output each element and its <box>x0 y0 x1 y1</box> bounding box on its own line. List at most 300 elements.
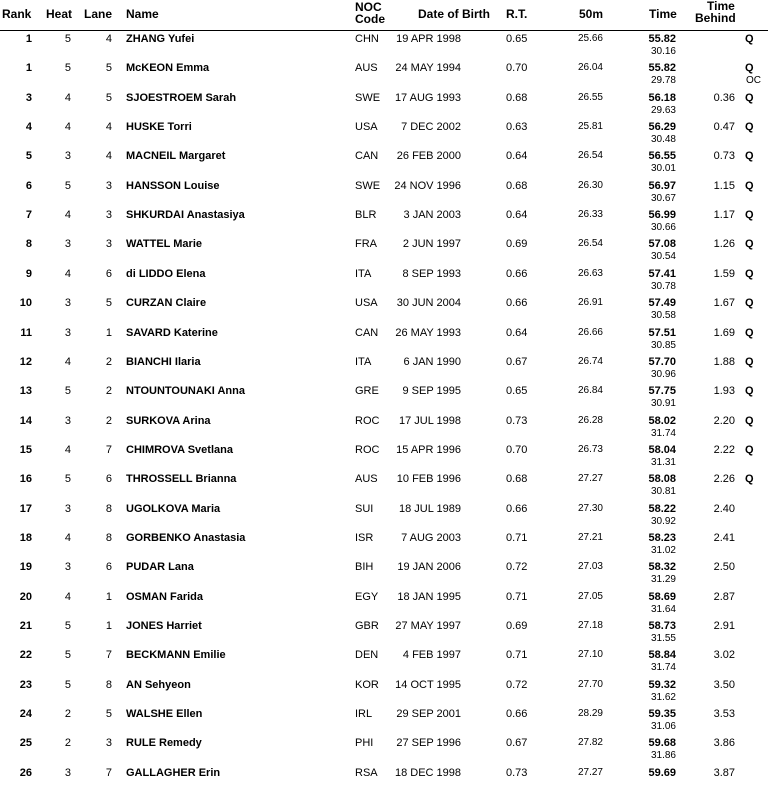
time-behind: 2.40 <box>713 502 735 515</box>
split-50m: 26.54 <box>577 238 603 250</box>
reaction-time: 0.65 <box>506 33 528 45</box>
split-50m: 27.82 <box>577 737 603 749</box>
split-50m: 27.27 <box>577 766 603 778</box>
qualified-mark: Q <box>745 238 754 251</box>
rank-cell: 8 <box>25 238 32 251</box>
reaction-time: 0.64 <box>506 326 528 339</box>
noc-code: ISR <box>355 531 374 544</box>
reaction-time: 0.72 <box>506 561 528 574</box>
reaction-time: 0.66 <box>506 502 528 515</box>
header-name: Name <box>126 7 159 21</box>
noc-code: FRA <box>355 238 377 251</box>
date-of-birth: 3 JAN 2003 <box>403 209 461 222</box>
header-time-behind-line1: Time <box>707 0 735 13</box>
swimmer-name: BIANCHI Ilaria <box>126 355 201 368</box>
lane-cell: 7 <box>105 766 112 779</box>
noc-code: CAN <box>355 150 379 163</box>
table-row <box>0 268 768 297</box>
rank-cell: 14 <box>19 414 32 427</box>
swimmer-name: GORBENKO Anastasia <box>126 531 246 544</box>
swimmer-name: BECKMANN Emilie <box>126 649 226 662</box>
noc-code: IRL <box>355 708 373 721</box>
time-behind: 2.22 <box>713 443 735 456</box>
final-time: 56.55 <box>648 150 676 163</box>
rank-cell: 22 <box>19 649 32 662</box>
qualified-mark: Q <box>745 33 754 45</box>
table-row <box>0 532 768 561</box>
time-behind: 2.26 <box>713 473 735 486</box>
split-second-50m: 31.74 <box>650 662 676 674</box>
split-50m: 27.70 <box>577 678 603 690</box>
date-of-birth: 15 APR 1996 <box>396 443 461 456</box>
swimmer-name: NTOUNTOUNAKI Anna <box>126 385 245 398</box>
final-time: 55.82 <box>648 62 676 75</box>
time-behind: 2.50 <box>713 561 735 574</box>
lane-cell: 1 <box>105 590 112 603</box>
time-behind: 3.02 <box>713 649 735 662</box>
heat-cell: 3 <box>64 326 71 339</box>
split-50m: 26.84 <box>577 385 603 397</box>
qualified-mark: Q <box>745 267 754 280</box>
swimmer-name: HANSSON Louise <box>126 179 220 192</box>
date-of-birth: 6 JAN 1990 <box>403 355 461 368</box>
noc-code: SWE <box>355 91 381 104</box>
swimmer-name: AN Sehyeon <box>126 678 191 691</box>
split-second-50m: 31.55 <box>650 633 676 644</box>
date-of-birth: 9 SEP 1995 <box>402 385 461 398</box>
noc-code: ROC <box>355 443 380 456</box>
table-row <box>0 444 768 473</box>
heat-cell: 3 <box>64 238 71 251</box>
split-50m: 26.28 <box>577 414 603 426</box>
table-row <box>0 737 768 766</box>
reaction-time: 0.68 <box>506 179 528 192</box>
time-behind: 3.53 <box>713 708 735 721</box>
split-50m: 26.63 <box>577 267 603 279</box>
lane-cell: 5 <box>105 708 112 721</box>
final-time: 57.70 <box>648 355 676 368</box>
date-of-birth: 27 SEP 1996 <box>396 737 461 750</box>
header-divider <box>0 30 768 31</box>
date-of-birth: 17 JUL 1998 <box>399 414 461 427</box>
final-time: 58.23 <box>648 531 676 544</box>
table-row <box>0 297 768 326</box>
swimmer-name: WATTEL Marie <box>126 238 202 251</box>
lane-cell: 4 <box>105 33 112 45</box>
split-second-50m: 29.78 <box>650 75 676 87</box>
split-50m: 26.55 <box>577 91 603 103</box>
split-50m: 26.54 <box>577 150 603 162</box>
swimmer-name: CURZAN Claire <box>126 297 207 310</box>
heat-cell: 4 <box>64 531 71 544</box>
rank-cell: 12 <box>19 355 32 368</box>
final-time: 57.49 <box>648 297 676 310</box>
split-50m: 26.73 <box>577 443 603 455</box>
table-row <box>0 180 768 209</box>
date-of-birth: 24 MAY 1994 <box>395 62 461 75</box>
table-row <box>0 620 768 649</box>
final-time: 58.02 <box>648 414 676 427</box>
rank-cell: 20 <box>19 590 32 603</box>
reaction-time: 0.70 <box>506 443 528 456</box>
table-row <box>0 92 768 121</box>
qualified-mark: Q <box>745 62 754 75</box>
split-second-50m: 31.06 <box>650 721 676 733</box>
split-second-50m: 29.63 <box>650 104 676 116</box>
split-50m: 26.74 <box>577 355 603 367</box>
noc-code: CHN <box>355 33 379 45</box>
final-time: 59.35 <box>648 708 676 721</box>
noc-code: EGY <box>355 590 379 603</box>
final-time: 56.29 <box>648 121 676 134</box>
qualified-mark: Q <box>745 326 754 339</box>
date-of-birth: 26 FEB 2000 <box>396 150 461 163</box>
split-50m: 26.33 <box>577 209 603 221</box>
swimmer-name: PUDAR Lana <box>126 561 194 574</box>
reaction-time: 0.71 <box>506 590 528 603</box>
table-row <box>0 238 768 267</box>
rank-cell: 1 <box>25 33 32 45</box>
time-behind: 1.17 <box>713 209 735 222</box>
heat-cell: 4 <box>64 355 71 368</box>
rank-cell: 9 <box>25 267 32 280</box>
reaction-time: 0.71 <box>506 649 528 662</box>
heat-cell: 5 <box>64 33 71 45</box>
lane-cell: 2 <box>105 414 112 427</box>
qualified-mark: Q <box>745 473 754 486</box>
heat-cell: 4 <box>64 443 71 456</box>
header-time: Time <box>649 7 677 21</box>
lane-cell: 1 <box>105 620 112 632</box>
reaction-time: 0.70 <box>506 62 528 75</box>
swimmer-name: WALSHE Ellen <box>126 708 203 721</box>
reaction-time: 0.67 <box>506 737 528 750</box>
split-50m: 26.30 <box>577 179 603 191</box>
heat-cell: 2 <box>64 708 71 721</box>
swimmer-name: McKEON Emma <box>126 62 210 75</box>
reaction-time: 0.71 <box>506 531 528 544</box>
reaction-time: 0.69 <box>506 620 528 632</box>
lane-cell: 3 <box>105 179 112 192</box>
heat-cell: 3 <box>64 150 71 163</box>
date-of-birth: 14 OCT 1995 <box>395 678 461 691</box>
split-second-50m: 30.66 <box>650 222 676 234</box>
heat-cell: 4 <box>64 267 71 280</box>
time-behind: 3.87 <box>713 766 735 779</box>
split-second-50m: 31.02 <box>650 544 676 556</box>
qualified-mark: Q <box>745 443 754 456</box>
swimmer-name: OSMAN Farida <box>126 590 204 603</box>
table-row <box>0 708 768 737</box>
qualified-mark: Q <box>745 179 754 192</box>
noc-code: ITA <box>355 355 372 368</box>
split-50m: 27.21 <box>577 531 603 543</box>
time-behind: 1.26 <box>713 238 735 251</box>
date-of-birth: 19 JAN 2006 <box>397 561 461 574</box>
heat-cell: 5 <box>64 62 71 75</box>
final-time: 55.82 <box>648 33 676 45</box>
final-time: 58.04 <box>648 443 676 456</box>
swimmer-name: JONES Harriet <box>126 620 202 632</box>
rank-cell: 15 <box>19 443 32 456</box>
date-of-birth: 19 APR 1998 <box>396 33 461 45</box>
split-50m: 27.03 <box>577 561 603 573</box>
split-second-50m: 30.16 <box>650 46 676 57</box>
split-second-50m: 31.64 <box>650 603 676 615</box>
reaction-time: 0.73 <box>506 766 528 779</box>
lane-cell: 2 <box>105 385 112 398</box>
lane-cell: 7 <box>105 649 112 662</box>
heat-cell: 2 <box>64 737 71 750</box>
heat-cell: 5 <box>64 678 71 691</box>
noc-code: AUS <box>355 62 378 75</box>
table-row <box>0 385 768 414</box>
time-behind: 1.15 <box>713 179 735 192</box>
reaction-time: 0.72 <box>506 678 528 691</box>
split-50m: 26.04 <box>577 62 603 74</box>
split-50m: 28.29 <box>577 708 603 720</box>
heat-cell: 3 <box>64 766 71 779</box>
reaction-time: 0.66 <box>506 267 528 280</box>
header-heat: Heat <box>46 7 73 21</box>
split-50m: 26.66 <box>577 326 603 338</box>
header-rank: Rank <box>2 7 32 21</box>
heat-cell: 3 <box>64 502 71 515</box>
lane-cell: 8 <box>105 502 112 515</box>
lane-cell: 7 <box>105 443 112 456</box>
heat-cell: 5 <box>64 620 71 632</box>
table-row <box>0 473 768 502</box>
rank-cell: 16 <box>19 473 32 486</box>
final-time: 56.99 <box>648 209 676 222</box>
date-of-birth: 30 JUN 2004 <box>396 297 461 310</box>
rank-cell: 25 <box>19 737 32 750</box>
qualified-mark: Q <box>745 297 754 310</box>
time-behind: 0.73 <box>713 150 735 163</box>
header-split-50m: 50m <box>579 7 604 21</box>
lane-cell: 5 <box>105 62 112 75</box>
rank-cell: 26 <box>19 766 32 779</box>
swimmer-name: SURKOVA Arina <box>126 414 211 427</box>
heat-cell: 5 <box>64 179 71 192</box>
noc-code: ITA <box>355 267 372 280</box>
rank-cell: 19 <box>19 561 32 574</box>
table-row <box>0 679 768 708</box>
lane-cell: 3 <box>105 238 112 251</box>
swimmer-name: SAVARD Katerine <box>126 326 218 339</box>
time-behind: 2.41 <box>713 531 735 544</box>
swimmer-name: THROSSELL Brianna <box>126 473 237 486</box>
noc-code: BIH <box>355 561 374 574</box>
final-time: 58.32 <box>648 561 676 574</box>
reaction-time: 0.73 <box>506 414 528 427</box>
final-time: 58.22 <box>648 502 676 515</box>
date-of-birth: 10 FEB 1996 <box>396 473 461 486</box>
split-second-50m: 31.31 <box>650 456 676 468</box>
table-row <box>0 327 768 356</box>
heat-cell: 4 <box>64 121 71 134</box>
split-50m: 27.30 <box>577 502 603 514</box>
split-50m: 27.10 <box>577 649 603 661</box>
table-row <box>0 150 768 179</box>
date-of-birth: 18 JUL 1989 <box>399 502 461 515</box>
split-second-50m: 30.92 <box>650 515 676 527</box>
table-row <box>0 767 768 796</box>
split-second-50m: 31.74 <box>650 427 676 439</box>
swimmer-name: SHKURDAI Anastasiya <box>126 209 245 222</box>
rank-cell: 10 <box>19 297 32 310</box>
noc-code: KOR <box>355 678 379 691</box>
final-time: 57.08 <box>648 238 676 251</box>
reaction-time: 0.69 <box>506 238 528 251</box>
split-second-50m: 31.86 <box>650 750 676 762</box>
date-of-birth: 24 NOV 1996 <box>394 179 461 192</box>
date-of-birth: 27 MAY 1997 <box>395 620 461 632</box>
date-of-birth: 17 AUG 1993 <box>394 91 461 104</box>
final-time: 58.84 <box>648 649 676 662</box>
noc-code: USA <box>355 297 378 310</box>
split-50m: 27.05 <box>577 590 603 602</box>
split-second-50m: 30.01 <box>650 163 676 175</box>
lane-cell: 4 <box>105 150 112 163</box>
split-50m: 25.81 <box>577 121 603 133</box>
reaction-time: 0.63 <box>506 121 528 134</box>
split-second-50m: 30.81 <box>650 486 676 498</box>
split-second-50m: 30.54 <box>650 251 676 263</box>
split-50m: 27.27 <box>577 473 603 485</box>
lane-cell: 4 <box>105 121 112 134</box>
time-behind: 1.67 <box>713 297 735 310</box>
noc-code: AUS <box>355 473 378 486</box>
lane-cell: 3 <box>105 737 112 750</box>
date-of-birth: 8 SEP 1993 <box>402 267 461 280</box>
date-of-birth: 18 DEC 1998 <box>394 766 461 779</box>
heat-cell: 3 <box>64 561 71 574</box>
table-row <box>0 503 768 532</box>
lane-cell: 5 <box>105 297 112 310</box>
split-second-50m: 31.29 <box>650 574 676 586</box>
rank-cell: 23 <box>19 678 32 691</box>
final-time: 57.51 <box>648 326 676 339</box>
noc-code: SWE <box>355 179 381 192</box>
header-lane: Lane <box>84 7 113 21</box>
rank-cell: 24 <box>19 708 32 721</box>
rank-cell: 18 <box>19 531 32 544</box>
reaction-time: 0.68 <box>506 91 528 104</box>
noc-code: SUI <box>355 502 374 515</box>
qualified-mark: Q <box>745 121 754 134</box>
reaction-time: 0.64 <box>506 209 528 222</box>
lane-cell: 1 <box>105 326 112 339</box>
qualified-mark: Q <box>745 150 754 163</box>
time-behind: 3.50 <box>713 678 735 691</box>
heat-cell: 4 <box>64 209 71 222</box>
swimmer-name: HUSKE Torri <box>126 121 192 134</box>
header-date-of-birth: Date of Birth <box>418 7 490 21</box>
time-behind: 1.93 <box>713 385 735 398</box>
table-row <box>0 121 768 150</box>
noc-code: RSA <box>355 766 378 779</box>
table-row <box>0 33 768 62</box>
final-time: 57.41 <box>648 267 676 280</box>
swimmer-name: UGOLKOVA Maria <box>126 502 221 515</box>
results-table-header <box>0 0 768 30</box>
heat-cell: 5 <box>64 385 71 398</box>
swimmer-name: di LIDDO Elena <box>126 267 206 280</box>
reaction-time: 0.65 <box>506 385 528 398</box>
header-reaction-time: R.T. <box>506 7 528 21</box>
header-time-behind-line2: Behind <box>695 11 736 25</box>
time-behind: 2.20 <box>713 414 735 427</box>
lane-cell: 3 <box>105 209 112 222</box>
final-time: 57.75 <box>648 385 676 398</box>
split-second-50m: 30.91 <box>650 398 676 410</box>
qualified-mark: Q <box>745 385 754 398</box>
swimmer-name: ZHANG Yufei <box>126 33 195 45</box>
lane-cell: 2 <box>105 355 112 368</box>
noc-code: ROC <box>355 414 380 427</box>
record-mark: OC <box>746 75 761 87</box>
noc-code: GRE <box>355 385 379 398</box>
date-of-birth: 7 DEC 2002 <box>401 121 461 134</box>
rank-cell: 5 <box>25 150 32 163</box>
split-second-50m: 30.67 <box>650 192 676 204</box>
reaction-time: 0.66 <box>506 297 528 310</box>
table-row <box>0 561 768 590</box>
time-behind: 1.69 <box>713 326 735 339</box>
swimmer-name: SJOESTROEM Sarah <box>126 91 237 104</box>
time-behind: 1.88 <box>713 355 735 368</box>
lane-cell: 8 <box>105 678 112 691</box>
split-50m: 27.18 <box>577 620 603 631</box>
swimmer-name: CHIMROVA Svetlana <box>126 443 233 456</box>
qualified-mark: Q <box>745 414 754 427</box>
final-time: 58.69 <box>648 590 676 603</box>
time-behind: 2.87 <box>713 590 735 603</box>
final-time: 56.18 <box>648 91 676 104</box>
header-noc-line2: Code <box>355 12 385 26</box>
swimmer-name: GALLAGHER Erin <box>126 766 221 779</box>
time-behind: 3.86 <box>713 737 735 750</box>
rank-cell: 6 <box>25 179 32 192</box>
swimmer-name: MACNEIL Margaret <box>126 150 226 163</box>
noc-code: USA <box>355 121 378 134</box>
rank-cell: 7 <box>25 209 32 222</box>
rank-cell: 1 <box>25 62 32 75</box>
date-of-birth: 4 FEB 1997 <box>402 649 461 662</box>
split-second-50m: 30.78 <box>650 280 676 292</box>
lane-cell: 5 <box>105 91 112 104</box>
rank-cell: 17 <box>19 502 32 515</box>
rank-cell: 3 <box>25 91 32 104</box>
header-noc-line1: NOC <box>355 0 382 14</box>
final-time: 59.68 <box>648 737 676 750</box>
heat-cell: 5 <box>64 649 71 662</box>
swimmer-name: RULE Remedy <box>126 737 202 750</box>
split-second-50m: 30.58 <box>650 310 676 322</box>
rank-cell: 21 <box>19 620 32 632</box>
table-row <box>0 356 768 385</box>
reaction-time: 0.67 <box>506 355 528 368</box>
time-behind: 2.91 <box>713 620 735 632</box>
time-behind: 1.59 <box>713 267 735 280</box>
split-50m: 25.66 <box>577 33 603 44</box>
time-behind: 0.36 <box>713 91 735 104</box>
date-of-birth: 29 SEP 2001 <box>396 708 461 721</box>
split-50m: 26.91 <box>577 297 603 309</box>
final-time: 56.97 <box>648 179 676 192</box>
final-time: 59.32 <box>648 678 676 691</box>
